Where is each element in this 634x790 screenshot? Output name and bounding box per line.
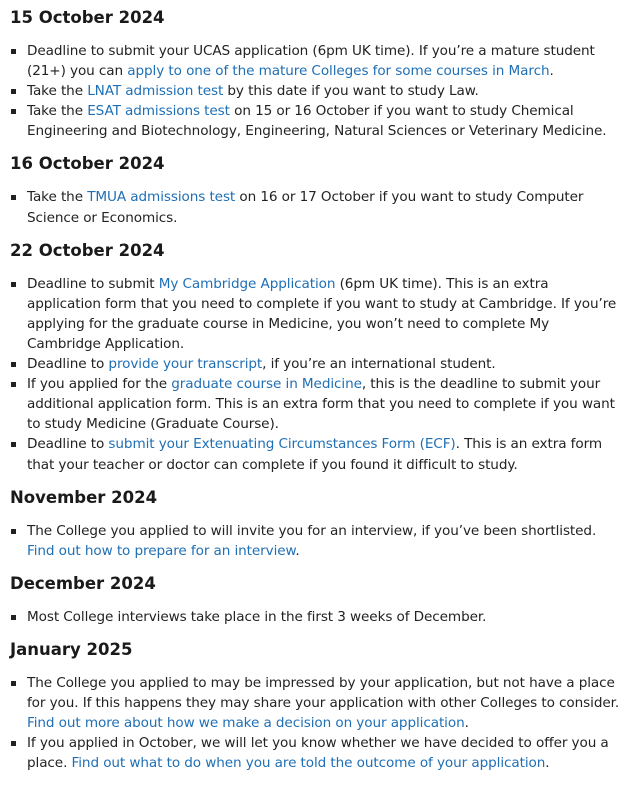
graduate-course-in-medicine-link[interactable]: graduate course in Medicine [171,376,362,393]
item-text: If you applied in October, we will let you know whether we have decided to offer you a place. [27,735,609,772]
list-item [10,733,624,773]
deadline-list [10,521,624,561]
bullet-square-icon [11,529,16,534]
section-heading: 15 October 2024 [10,8,165,27]
list-item [10,101,624,141]
deadline-list [10,274,624,475]
item-text: . [464,715,469,732]
section-heading: 22 October 2024 [10,240,165,260]
section-heading: 16 October 2024 [10,154,165,174]
deadline-list [10,187,624,227]
bullet-square-icon [11,109,16,114]
section-heading: November 2024 [10,487,158,507]
item-text: The College you applied to will invite you for an interview, if you’ve been shortlisted. [27,522,597,539]
provide-your-transcript-link[interactable]: provide your transcript [108,356,263,373]
item-text: . This is an extra form that your teacher or doctor can complete if you found it difficult to study. [27,436,602,473]
bullet-square-icon [11,49,16,54]
list-item [10,521,624,561]
item-text: on 16 or 17 October if you want to study Computer Science or Economics. [27,189,584,226]
item-text: , if you’re an international student. [262,356,496,373]
item-text: . [545,755,550,772]
tmua-admissions-test-link[interactable]: TMUA admissions test [87,189,236,206]
bullet-square-icon [11,89,16,94]
find-out-how-to-prepare-for-an-interview-link[interactable]: Find out how to prepare for an interview [27,542,296,559]
list-item [10,81,624,101]
list-item [10,187,624,227]
esat-admissions-test-link[interactable]: ESAT admissions test [87,103,230,120]
find-out-what-to-do-when-you-are-told-the-outcome-of-your-application-link[interactable]: Find out what to do when you are told the outcome of your application [71,755,546,772]
list-item [10,354,624,374]
item-text: Deadline to submit your UCAS application (6pm UK time). If you’re a mature student (21+) you can [27,43,595,80]
item-text: by this date if you want to study Law. [223,83,479,100]
list-item [10,434,624,474]
item-text: Take the [27,189,88,206]
bullet-square-icon [11,741,16,746]
list-item [10,673,624,733]
item-text: (6pm UK time). This is an extra application form that you need to complete if you want to study at Cambridge. If you’re applying for the graduate course in Medicine, you won’t need to complete My Cambridge Application. [27,275,617,352]
bullet-square-icon [11,282,16,287]
lnat-admission-test-link[interactable]: LNAT admission test [87,83,224,100]
list-item [10,274,624,354]
item-text: on 15 or 16 October if you want to study Chemical Engineering and Biotechnology, Engineering, Natural Sciences or Veterinary Medicine. [27,103,607,140]
list-item [10,374,624,434]
find-out-more-about-how-we-make-a-decision-on-your-application-link[interactable]: Find out more about how we make a decision on your application [27,715,465,732]
item-text: Deadline to submit [27,275,159,292]
item-text: The College you applied to may be impressed by your application, but not have a place for you. If this happens they may share your application with other Colleges to consider. [27,674,620,711]
item-text: Deadline to [27,356,109,373]
item-text: If you applied for the [27,376,172,393]
bullet-square-icon [11,362,16,367]
bullet-square-icon [11,195,16,200]
apply-to-one-of-the-mature-colleges-for-some-courses-in-march-link[interactable]: apply to one of the mature Colleges for some courses in March [127,63,550,80]
item-text: , this is the deadline to submit your additional application form. This is an extra form that you need to complete if you want to study Medicine (Graduate Course). [27,376,615,433]
section-heading: January 2025 [10,639,133,659]
deadline-list [10,673,624,773]
item-text: . [295,542,300,559]
submit-your-extenuating-circumstances-form-ecf-link[interactable]: submit your Extenuating Circumstances Form (ECF) [108,436,456,453]
my-cambridge-application-link[interactable]: My Cambridge Application [158,275,336,292]
bullet-square-icon [11,681,16,686]
bullet-square-icon [11,382,16,387]
section-heading: December 2024 [10,573,156,593]
item-text: Deadline to [27,436,109,453]
deadline-list [10,41,624,141]
item-text: Most College interviews take place in the first 3 weeks of December. [27,608,487,625]
item-text: Take the [27,83,88,100]
bullet-square-icon [11,442,16,447]
item-text: . [549,63,554,80]
bullet-square-icon [11,615,16,620]
list-item [10,607,624,627]
list-item [10,41,624,81]
item-text: Take the [27,103,88,120]
deadline-list [10,607,624,627]
